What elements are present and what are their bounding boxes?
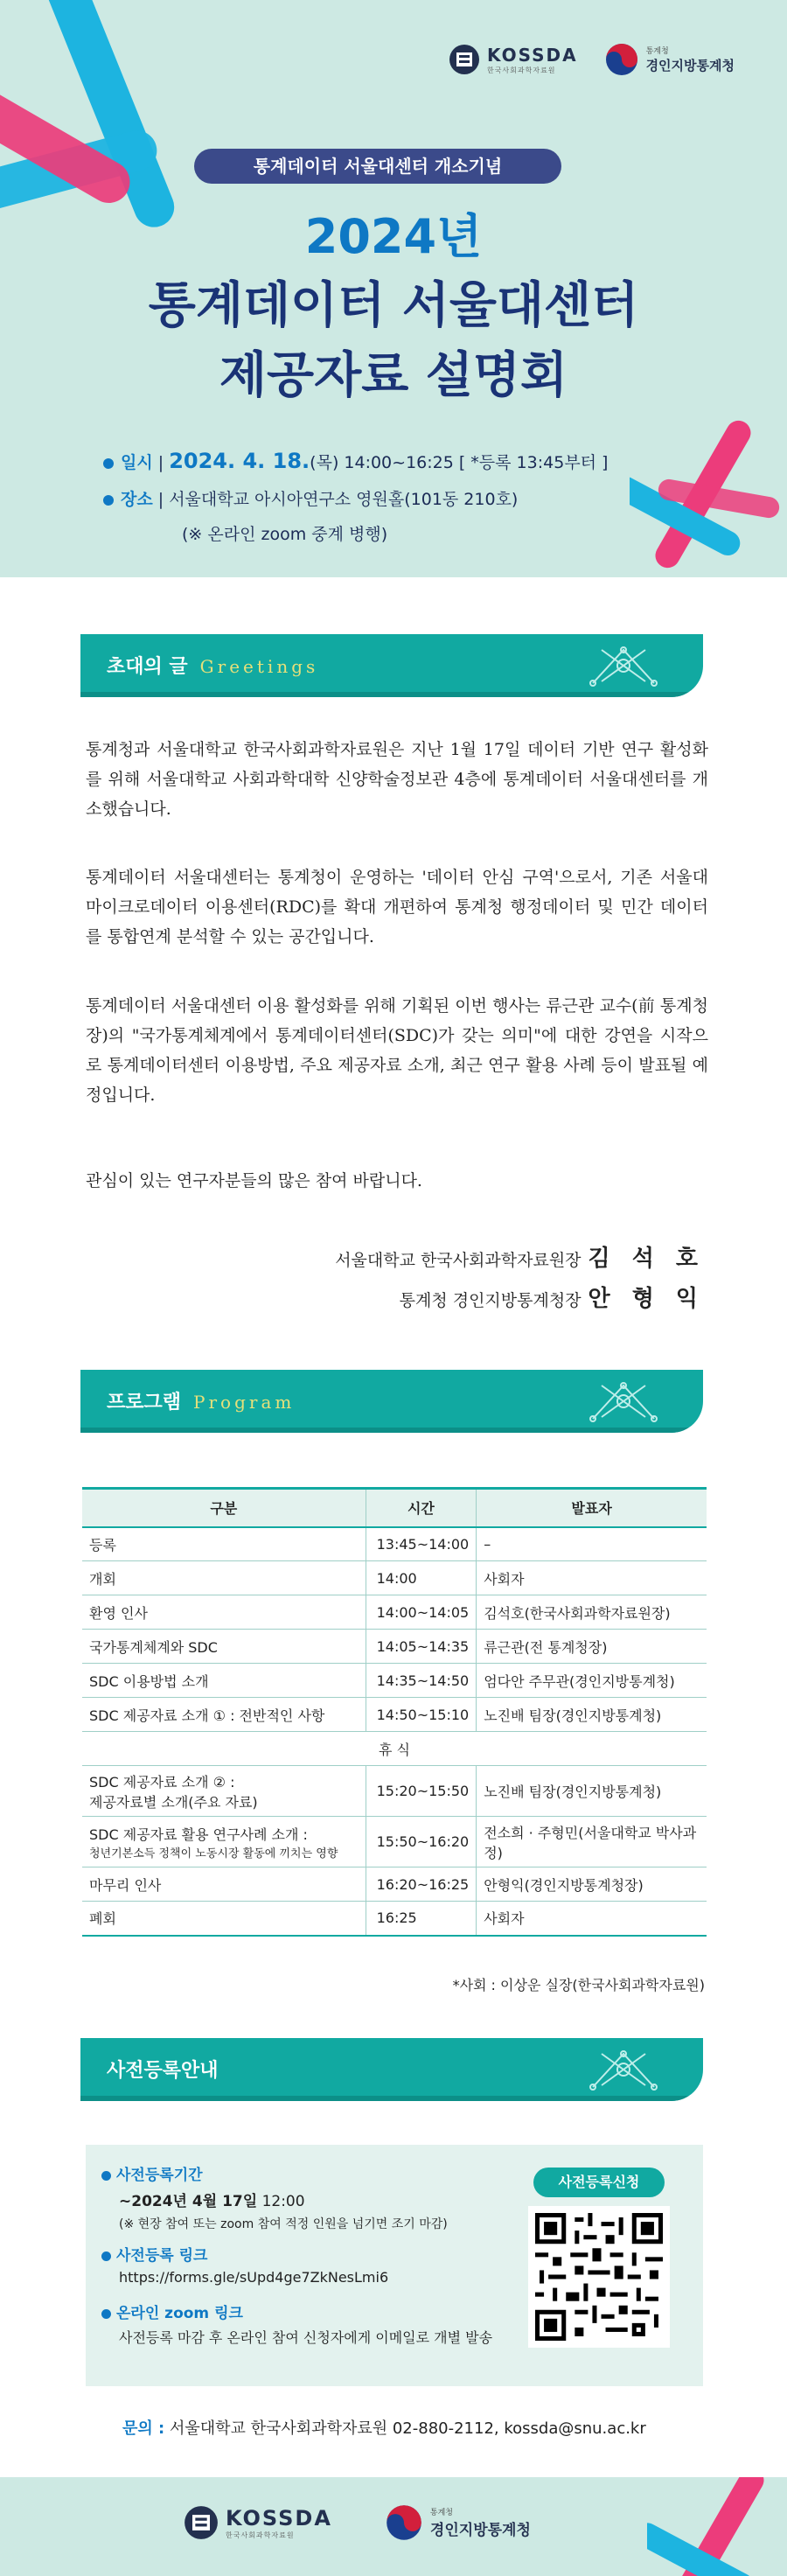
bullet-icon: [101, 2251, 111, 2261]
table-row: 개회 14:00 사회자: [82, 1561, 707, 1595]
host-note: *사회 : 이상운 실장(한국사회과학자료원): [452, 1977, 705, 1993]
bullet-icon: [101, 2309, 111, 2319]
signature-2: 통계청 경인지방통계청장 안 형 익: [399, 1286, 705, 1312]
statistics-agency: 통계청: [429, 2509, 454, 2517]
table-row: SDC 제공자료 소개 ① : 전반적인 사항 14:50~15:10 노진배 팀장(경인지방통계청): [82, 1698, 707, 1732]
table-row: 폐회 16:25 사회자: [82, 1902, 707, 1936]
header-banner: [0, 0, 787, 577]
kossda-logo: [184, 2505, 332, 2540]
table-row: 환영 인사 14:00~14:05 김석호(한국사회과학자료원장): [82, 1595, 707, 1630]
program-heading: 프로그램: [107, 1392, 182, 1414]
kossda-emblem-icon: [184, 2505, 219, 2540]
kossda-subtitle: 한국사회과학자료원: [486, 66, 556, 74]
registration-box: [86, 2145, 703, 2386]
statistics-logo: [604, 42, 735, 77]
program-section-header: [80, 1370, 703, 1433]
statistics-logo: [385, 2503, 531, 2542]
greetings-heading: 초대의 글: [107, 656, 188, 678]
kossda-emblem-icon: [449, 44, 480, 75]
qr-label: 사전등록신청: [533, 2168, 665, 2197]
taegeuk-icon: [604, 42, 639, 77]
zoom-link: 온라인 zoom 링크: [101, 2300, 243, 2322]
qr-code-icon[interactable]: [528, 2206, 670, 2348]
registration-link-url[interactable]: https://forms.gle/sUpd4ge7ZkNesLmi6: [119, 2269, 389, 2286]
registration-period-value: ~2024년 4월 17일 12:00: [119, 2193, 305, 2210]
x-decoration-footer: [647, 2477, 787, 2576]
kossda-subtitle: 한국사회과학자료원: [226, 2531, 295, 2539]
table-header-row: [82, 1489, 707, 1527]
table-row: 국가통계체계와 SDC 14:05~14:35 류근관(전 통계청장): [82, 1630, 707, 1664]
kossda-name: KOSSDA: [226, 2505, 332, 2531]
greeting-paragraph-2: 통계데이터 서울대센터는 통계청이 운영하는 '데이터 안심 구역'으로서, 기존 서울대 마이크로데이터 이용센터(RDC)를 확대 개편하여 통계청 행정데이터 및 민간 데이터를 통합연계 분석할 수 있는 공간입니다.: [86, 868, 708, 946]
greetings-heading-en: Greetings: [199, 656, 319, 677]
title-line-2: 통계데이터 서울대센터: [148, 277, 639, 334]
footer-logos: [184, 2503, 531, 2542]
title-line-3: 제공자료 설명회: [219, 347, 568, 404]
network-decoration-icon: [584, 641, 663, 690]
table-row: 마무리 인사 16:20~16:25 안형익(경인지방통계청장): [82, 1867, 707, 1902]
event-place: 장소 | 서울대학교 아시아연구소 영원홀(101동 210호): [103, 486, 518, 510]
program-table: [82, 1487, 707, 1937]
bullet-icon: [103, 458, 114, 469]
footer-banner: [0, 2477, 787, 2576]
statistics-office: 경인지방통계청: [429, 2522, 531, 2539]
taegeuk-icon: [385, 2503, 423, 2542]
registration-heading: 사전등록안내: [107, 2060, 219, 2082]
greeting-paragraph-3: 통계데이터 서울대센터 이용 활성화를 위해 기획된 이번 행사는 류근관 교수(前 통계청장)의 "국가통계체계에서 통계데이터센터(SDC)가 갖는 의미"에 대한 강연을 시작으로 통계데이터센터 이용방법, 주요 제공자료 소개, 최근 연구 활용 사례 등이 발표될 예정입니다.: [86, 996, 708, 1105]
registration-section-header: [80, 2038, 703, 2101]
network-decoration-icon: [584, 2045, 663, 2094]
statistics-office: 경인지방통계청: [645, 58, 735, 73]
title-year: 2024년: [304, 209, 483, 264]
zoom-link-info: 사전등록 마감 후 온라인 참여 신청자에게 이메일로 개별 발송: [119, 2329, 493, 2346]
registration-period-note: (※ 현장 참여 또는 zoom 참여 적정 인원을 넘기면 조기 마감): [119, 2217, 448, 2231]
column-header: 발표자: [477, 1489, 707, 1527]
table-row: 등록 13:45~14:00 –: [82, 1527, 707, 1561]
table-row: SDC 이용방법 소개 14:35~14:50 엄다안 주무관(경인지방통계청): [82, 1664, 707, 1698]
break-row: 휴 식: [82, 1732, 707, 1766]
registration-link: 사전등록 링크: [101, 2243, 207, 2265]
greeting-paragraph-4: 관심이 있는 연구자분들의 많은 참여 바랍니다.: [86, 1171, 422, 1190]
event-tagline: 통계데이터 서울대센터 개소기념: [194, 149, 561, 184]
bullet-icon: [103, 495, 114, 506]
table-row: SDC 제공자료 소개 ② : 제공자료별 소개(주요 자료) 15:20~15:50 노진배 팀장(경인지방통계청): [82, 1766, 707, 1817]
bullet-icon: [101, 2171, 111, 2181]
event-online-note: (※ 온라인 zoom 중계 병행): [182, 525, 388, 544]
kossda-logo: [449, 44, 578, 75]
contact-info: 문의 : 서울대학교 한국사회과학자료원 02-880-2112, kossda@snu.ac.kr: [122, 2419, 646, 2438]
x-decoration-small: [630, 402, 787, 577]
signature-1: 서울대학교 한국사회과학자료원장 김 석 호: [335, 1246, 705, 1272]
column-header: 구분: [82, 1489, 366, 1527]
greeting-paragraph-1: 통계청과 서울대학교 한국사회과학자료원은 지난 1월 17일 데이터 기반 연구 활성화를 위해 서울대학교 사회과학대학 신양학술정보관 4층에 통계데이터 서울대센터를 개소했습니다.: [86, 740, 708, 819]
header-logos: [449, 42, 735, 77]
table-row: SDC 제공자료 활용 연구사례 소개 : 청년기본소득 정책이 노동시장 활동에 끼치는 영향 15:50~16:20 전소희 · 주형민(서울대학교 박사과정): [82, 1817, 707, 1867]
column-header: 시간: [366, 1489, 477, 1527]
kossda-name: KOSSDA: [486, 44, 578, 66]
program-heading-en: Program: [193, 1392, 296, 1413]
event-date: 일시 | 2024. 4. 18.(목) 14:00~16:25 [ *등록 13:45부터 ]: [103, 449, 608, 473]
network-decoration-icon: [584, 1377, 663, 1426]
greetings-section-header: [80, 634, 703, 697]
statistics-agency: 통계청: [645, 47, 669, 56]
registration-period: 사전등록기간: [101, 2162, 203, 2184]
